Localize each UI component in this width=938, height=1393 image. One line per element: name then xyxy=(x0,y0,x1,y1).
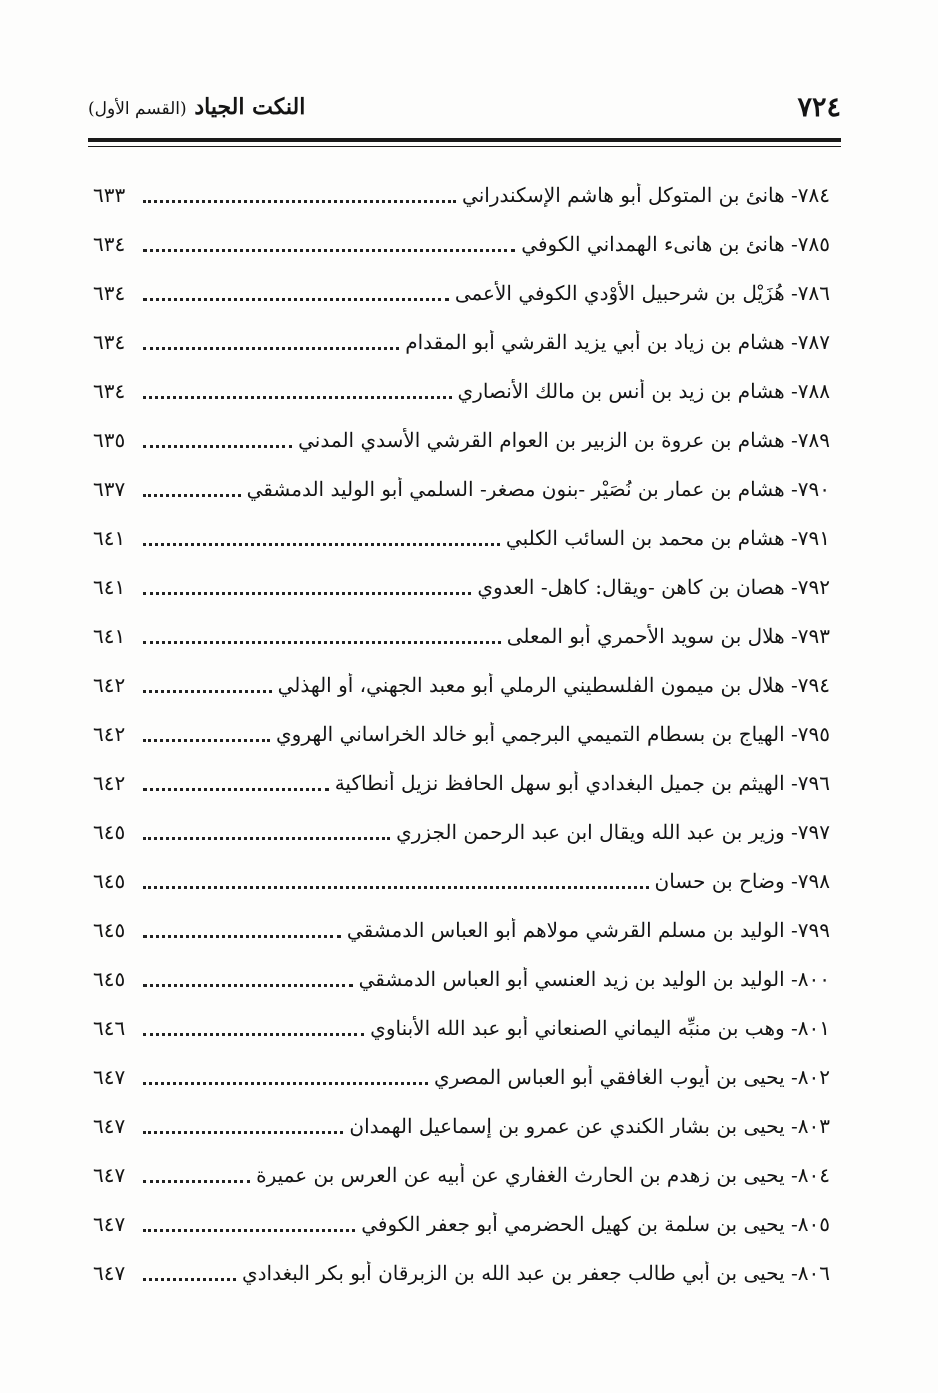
entry-title: ٧٨٤- هانئ بن المتوكل أبو هاشم الإسكندراني xyxy=(462,182,830,207)
index-entry xyxy=(93,1003,830,1052)
dot-leader xyxy=(143,1068,428,1085)
header-rule-thin xyxy=(88,146,841,147)
dot-leader xyxy=(143,627,501,644)
dot-leader xyxy=(143,578,471,595)
entry-page-number: ٦٤١ xyxy=(93,574,126,599)
entry-title: ٧٩٦- الهيثم بن جميل البغدادي أبو سهل الحافظ نزيل أنطاكية xyxy=(334,770,830,795)
index-entry xyxy=(93,1199,830,1248)
dot-leader xyxy=(143,725,270,742)
index-list xyxy=(93,170,830,1297)
index-entry xyxy=(93,464,830,513)
entry-title: ٧٩١- هشام بن محمد بن السائب الكلبي xyxy=(505,525,830,550)
dot-leader xyxy=(143,676,272,693)
entry-page-number: ٦٣٤ xyxy=(93,231,126,256)
dot-leader xyxy=(143,970,353,987)
entry-page-number: ٦٤٢ xyxy=(93,721,126,746)
entry-title: ٨٠٢- يحيى بن أيوب الغافقي أبو العباس المصري xyxy=(433,1064,830,1089)
entry-page-number: ٦٣٣ xyxy=(93,182,126,207)
dot-leader xyxy=(143,872,649,889)
entry-page-number: ٦٣٤ xyxy=(93,280,126,305)
entry-title: ٧٩٢- هصان بن كاهن -ويقال: كاهل- العدوي xyxy=(477,574,830,599)
index-entry xyxy=(93,1248,830,1297)
index-entry xyxy=(93,709,830,758)
entry-page-number: ٦٤٦ xyxy=(93,1015,126,1040)
index-entry xyxy=(93,807,830,856)
dot-leader xyxy=(143,382,452,399)
index-entry xyxy=(93,415,830,464)
entry-title: ٨٠١- وهب بن منبِّه اليماني الصنعاني أبو عبد الله الأبناوي xyxy=(370,1015,830,1040)
index-entry xyxy=(93,562,830,611)
entry-title: ٧٩٠- هشام بن عمار بن نُصَيْر -بنون مصغر- السلمي أبو الوليد الدمشقي xyxy=(246,476,830,501)
entry-title: ٧٨٨- هشام بن زيد بن أنس بن مالك الأنصاري xyxy=(457,378,830,403)
entry-title: ٨٠٥- يحيى بن سلمة بن كهيل الحضرمي أبو جعفر الكوفي xyxy=(361,1211,830,1236)
entry-page-number: ٦٤٥ xyxy=(93,917,126,942)
entry-page-number: ٦٤١ xyxy=(93,623,126,648)
entry-title: ٨٠٤- يحيى بن زهدم بن الحارث الغفاري عن أبيه عن العرس بن عميرة xyxy=(256,1162,830,1187)
entry-page-number: ٦٣٤ xyxy=(93,378,126,403)
dot-leader xyxy=(143,1117,343,1134)
index-entry xyxy=(93,1101,830,1150)
header-rule-thick xyxy=(88,138,841,142)
dot-leader xyxy=(143,333,399,350)
index-entry xyxy=(93,1052,830,1101)
index-entry xyxy=(93,513,830,562)
dot-leader xyxy=(143,1019,364,1036)
running-title xyxy=(88,94,305,120)
entry-title: ٧٩٣- هلال بن سويد الأحمري أبو المعلى xyxy=(506,623,830,648)
index-entry xyxy=(93,170,830,219)
index-entry xyxy=(93,219,830,268)
entry-page-number: ٦٤٥ xyxy=(93,868,126,893)
entry-page-number: ٦٤٢ xyxy=(93,770,126,795)
entry-page-number: ٦٤٧ xyxy=(93,1260,126,1285)
running-header xyxy=(88,88,841,136)
page-number: ٧٢٤ xyxy=(797,92,841,123)
entry-page-number: ٦٤٧ xyxy=(93,1162,126,1187)
dot-leader xyxy=(143,186,456,203)
entry-title: ٧٨٧- هشام بن زياد بن أبي يزيد القرشي أبو المقدام xyxy=(405,329,830,354)
index-entry xyxy=(93,366,830,415)
entry-page-number: ٦٣٧ xyxy=(93,476,126,501)
entry-title: ٨٠٠- الوليد بن الوليد بن زيد العنسي أبو العباس الدمشقي xyxy=(358,966,830,991)
index-entry xyxy=(93,856,830,905)
book-title: النكت الجياد xyxy=(194,94,306,120)
entry-page-number: ٦٤٧ xyxy=(93,1113,126,1138)
index-entry xyxy=(93,611,830,660)
entry-page-number: ٦٤٧ xyxy=(93,1064,126,1089)
entry-title: ٧٩٧- وزير بن عبد الله ويقال ابن عبد الرحمن الجزري xyxy=(396,819,830,844)
entry-page-number: ٦٣٥ xyxy=(93,427,126,452)
entry-page-number: ٦٤٢ xyxy=(93,672,126,697)
dot-leader xyxy=(143,921,341,938)
dot-leader xyxy=(143,529,500,546)
entry-page-number: ٦٤١ xyxy=(93,525,126,550)
entry-page-number: ٦٤٥ xyxy=(93,819,126,844)
entry-title: ٧٩٨- وضاح بن حسان xyxy=(654,868,830,893)
index-entry xyxy=(93,758,830,807)
index-entry xyxy=(93,905,830,954)
entry-page-number: ٦٣٤ xyxy=(93,329,126,354)
entry-title: ٨٠٦- يحيى بن أبي طالب جعفر بن عبد الله بن الزبرقان أبو بكر البغدادي xyxy=(241,1260,830,1285)
dot-leader xyxy=(143,1264,236,1281)
entry-page-number: ٦٤٧ xyxy=(93,1211,126,1236)
dot-leader xyxy=(143,774,329,791)
index-entry xyxy=(93,660,830,709)
dot-leader xyxy=(143,235,515,252)
entry-title: ٧٩٩- الوليد بن مسلم القرشي مولاهم أبو العباس الدمشقي xyxy=(346,917,830,942)
index-entry xyxy=(93,1150,830,1199)
dot-leader xyxy=(143,823,390,840)
entry-title: ٧٨٥- هانئ بن هانىء الهمداني الكوفي xyxy=(521,231,830,256)
dot-leader xyxy=(143,284,449,301)
entry-page-number: ٦٤٥ xyxy=(93,966,126,991)
dot-leader xyxy=(143,1215,355,1232)
index-entry xyxy=(93,954,830,1003)
dot-leader xyxy=(143,480,241,497)
dot-leader xyxy=(143,431,292,448)
entry-title: ٧٩٤- هلال بن ميمون الفلسطيني الرملي أبو معبد الجهني، أو الهذلي xyxy=(277,672,830,697)
index-entry xyxy=(93,268,830,317)
index-entry xyxy=(93,317,830,366)
dot-leader xyxy=(143,1166,250,1183)
book-subtitle: (القسم الأول) xyxy=(88,99,187,119)
entry-title: ٨٠٣- يحيى بن بشار الكندي عن عمرو بن إسماعيل الهمدان xyxy=(349,1113,830,1138)
entry-title: ٧٨٩- هشام بن عروة بن الزبير بن العوام القرشي الأسدي المدني xyxy=(298,427,830,452)
entry-title: ٧٩٥- الهياج بن بسطام التميمي البرجمي أبو خالد الخراساني الهروي xyxy=(276,721,830,746)
entry-title: ٧٨٦- هُزَيْل بن شرحبيل الأَوْدي الكوفي الأعمى xyxy=(454,280,830,305)
